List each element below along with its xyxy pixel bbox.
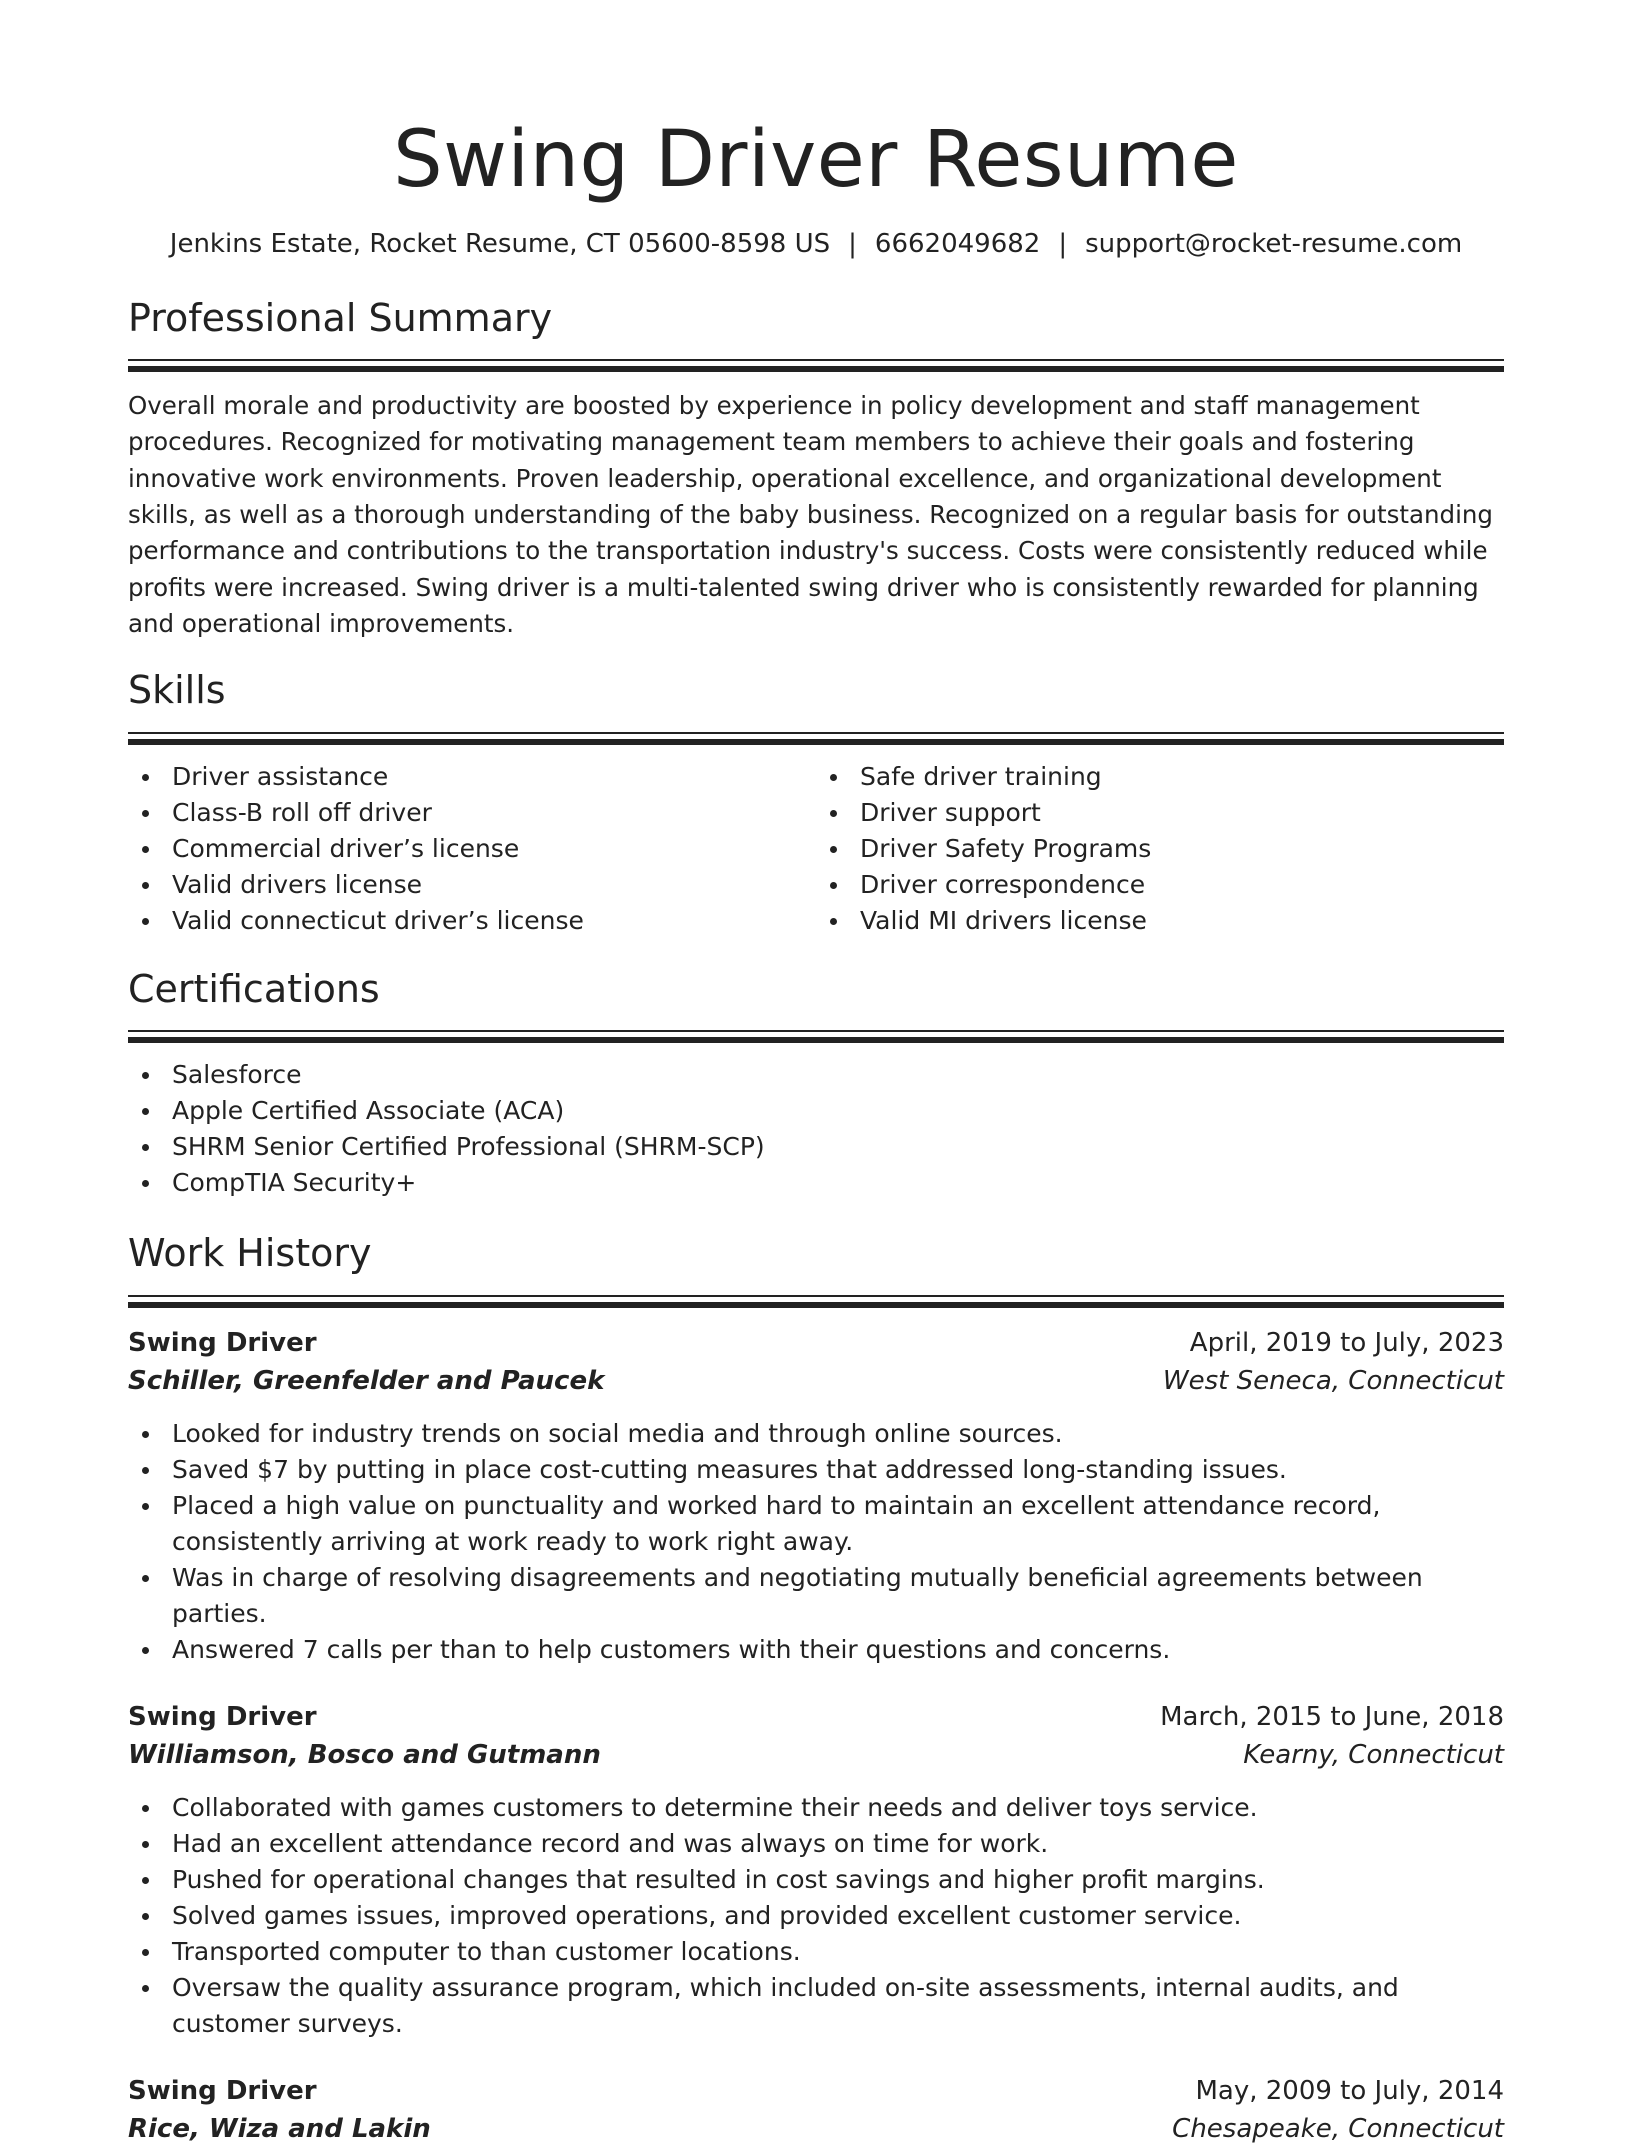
certifications-list bbox=[128, 1057, 1504, 1201]
job-location: West Seneca, Connecticut bbox=[1162, 1366, 1504, 1397]
section-heading-skills: Skills bbox=[128, 668, 226, 713]
section-divider bbox=[128, 366, 1504, 372]
resume-title: Swing Driver Resume bbox=[393, 115, 1239, 205]
job-bullet: Had an excellent attendance record and was always on time for work. bbox=[128, 1826, 1504, 1862]
job-company-row bbox=[128, 1736, 1504, 1774]
skill-item: Safe driver training bbox=[816, 759, 1504, 795]
job-bullet: Was in charge of resolving disagreements and negotiating mutually beneficial agreements between parties. bbox=[128, 1560, 1504, 1632]
skills-list-right bbox=[816, 759, 1504, 939]
certification-item: Salesforce bbox=[128, 1057, 1504, 1093]
job-bullet: Pushed for operational changes that resulted in cost savings and higher profit margins. bbox=[128, 1862, 1504, 1898]
job-dates: May, 2009 to July, 2014 bbox=[1195, 2076, 1504, 2107]
contact-email: support@rocket-resume.com bbox=[1085, 228, 1463, 259]
section-divider bbox=[128, 739, 1504, 745]
job-title: Swing Driver bbox=[128, 1702, 317, 1733]
section-heading-summary: Professional Summary bbox=[128, 295, 553, 340]
job-dates: April, 2019 to July, 2023 bbox=[1189, 1328, 1504, 1359]
skill-item: Driver Safety Programs bbox=[816, 831, 1504, 867]
job-company: Schiller, Greenfelder and Paucek bbox=[128, 1366, 605, 1397]
certification-item: Apple Certified Associate (ACA) bbox=[128, 1093, 1504, 1129]
job-bullets bbox=[128, 1416, 1504, 1668]
job-entry bbox=[128, 2072, 1504, 2148]
job-location: Chesapeake, Connecticut bbox=[1172, 2114, 1504, 2145]
contact-line bbox=[128, 228, 1504, 262]
job-bullets bbox=[128, 1790, 1504, 2042]
contact-separator: | bbox=[848, 228, 857, 259]
job-bullet: Answered 7 calls per than to help customers with their questions and concerns. bbox=[128, 1632, 1504, 1668]
section-divider bbox=[128, 1037, 1504, 1043]
job-entry bbox=[128, 1324, 1504, 1668]
skill-item: Valid drivers license bbox=[128, 867, 816, 903]
job-bullet: Solved games issues, improved operations, and provided excellent customer service. bbox=[128, 1898, 1504, 1934]
certification-item: SHRM Senior Certified Professional (SHRM-SCP) bbox=[128, 1129, 1504, 1165]
job-company-row bbox=[128, 2110, 1504, 2148]
job-title: Swing Driver bbox=[128, 2076, 317, 2107]
contact-separator: | bbox=[1058, 228, 1068, 259]
job-bullet: Collaborated with games customers to determine their needs and deliver toys service. bbox=[128, 1790, 1504, 1826]
summary-text: Overall morale and productivity are boosted by experience in policy development and staff management procedures. Recognized for motivating management team members to achieve their goals and fostering innovative work environments. Proven leadership, operational excellence, and organizational development skills, as well as a thorough understanding of the baby business. Recognized on a regular basis for outstanding performance and contributions to the transportation industry's success. Costs were consistently reduced while profits were increased. Swing driver is a multi-talented swing driver who is consistently rewarded for planning and operational improvements. bbox=[128, 391, 1493, 638]
skill-item: Valid connecticut driver’s license bbox=[128, 903, 816, 939]
job-bullet: Placed a high value on punctuality and worked hard to maintain an excellent attendance record, consistently arriving at work ready to work right away. bbox=[128, 1488, 1504, 1560]
job-company: Rice, Wiza and Lakin bbox=[128, 2114, 431, 2145]
section-heading-work-history: Work History bbox=[128, 1231, 372, 1276]
skill-item: Driver assistance bbox=[128, 759, 816, 795]
job-dates: March, 2015 to June, 2018 bbox=[1160, 1702, 1504, 1733]
job-bullet: Transported computer to than customer locations. bbox=[128, 1934, 1504, 1970]
skill-item: Driver support bbox=[816, 795, 1504, 831]
job-company: Williamson, Bosco and Gutmann bbox=[128, 1740, 601, 1771]
certification-item: CompTIA Security+ bbox=[128, 1165, 1504, 1201]
job-header-row bbox=[128, 2072, 1504, 2110]
skill-item: Commercial driver’s license bbox=[128, 831, 816, 867]
skill-item: Driver correspondence bbox=[816, 867, 1504, 903]
job-entry bbox=[128, 1698, 1504, 2042]
section-divider bbox=[128, 1030, 1504, 1032]
skill-item: Valid MI drivers license bbox=[816, 903, 1504, 939]
job-location: Kearny, Connecticut bbox=[1243, 1740, 1504, 1771]
skills-list-left bbox=[128, 759, 816, 939]
contact-phone: 6662049682 bbox=[874, 228, 1041, 259]
job-title: Swing Driver bbox=[128, 1328, 317, 1359]
summary-section bbox=[128, 296, 1504, 643]
work-history-section bbox=[128, 1231, 1504, 2148]
job-header-row bbox=[128, 1324, 1504, 1362]
job-bullet: Saved $7 by putting in place cost-cutting measures that addressed long-standing issues. bbox=[128, 1452, 1504, 1488]
skills-columns bbox=[128, 759, 1504, 939]
job-bullet: Oversaw the quality assurance program, which included on-site assessments, internal audits, and customer surveys. bbox=[128, 1970, 1504, 2042]
section-divider bbox=[128, 1295, 1504, 1297]
section-divider bbox=[128, 359, 1504, 361]
contact-address: Jenkins Estate, Rocket Resume, CT 05600-8598 US bbox=[169, 228, 831, 259]
section-divider bbox=[128, 1302, 1504, 1308]
job-header-row bbox=[128, 1698, 1504, 1736]
section-heading-certifications: Certifications bbox=[128, 966, 380, 1011]
job-bullet: Looked for industry trends on social media and through online sources. bbox=[128, 1416, 1504, 1452]
section-divider bbox=[128, 732, 1504, 734]
job-company-row bbox=[128, 1362, 1504, 1400]
skills-section bbox=[128, 668, 1504, 939]
certifications-section bbox=[128, 967, 1504, 1202]
skill-item: Class-B roll off driver bbox=[128, 795, 816, 831]
